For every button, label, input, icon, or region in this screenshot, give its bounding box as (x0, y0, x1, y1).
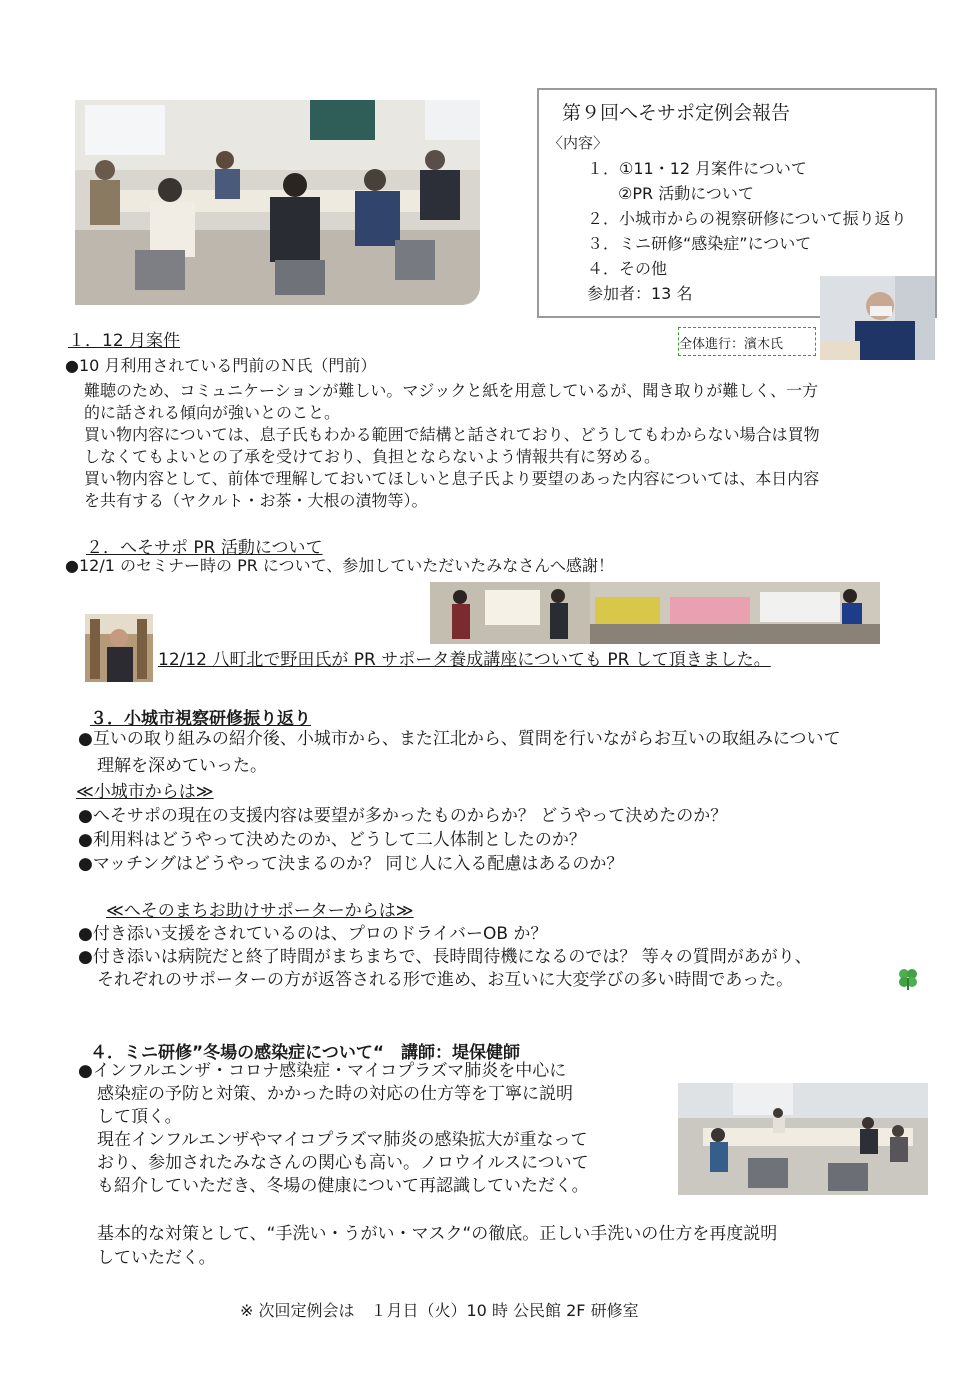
heso-question: ●付き添い支援をされているのは、プロのドライバーOB か？ (78, 924, 548, 944)
attendee-count: 参加者：13 名 (587, 284, 693, 303)
noda-photo (85, 614, 153, 682)
section-4-line: おり、参加されたみなさんの関心も高い。ノロウイルスについて (97, 1153, 589, 1173)
agenda-item-1b: ②PR 活動について (618, 184, 754, 203)
section-1-line: 難聴のため、コミュニケーションが難しい。マジックと紙を用意しているが、聞き取りが難しく、一方 (84, 381, 819, 400)
section-1-line: を共有する（ヤクルト・お茶・大根の漬物等）。 (84, 491, 428, 510)
clover-icon (896, 966, 920, 990)
section-2-heading: ２．へそサポ PR 活動について (86, 538, 323, 558)
section-1-line: 買い物内容として、前体で理解しておいてほしいと息子氏より要望のあった内容については、本日内容 (84, 469, 820, 488)
section-4-line: も紹介していただき、冬場の健康について再認識していただく。 (97, 1176, 589, 1196)
section-1-line: しなくてもよいとの了承を受けており、負担とならないよう情報共有に努める。 (84, 447, 661, 466)
from-heso-label: ≪へそのまちお助けサポーターからは≫ (106, 901, 414, 921)
pr-seminar-caption: 12/12 八町北で野田氏が PR サポータ養成講座についても PR して頂きました。 (158, 650, 771, 670)
ogi-question: ●利用料はどうやって決めたのか、どうして二人体制としたのか？ (78, 830, 586, 850)
ogi-question: ●へそサポの現在の支援内容は要望が多かったものからか？ どうやって決めたのか？ (78, 806, 728, 826)
lecture-photo (678, 1083, 928, 1195)
heso-question: ●付き添いは病院だと終了時間がまちまちで、長時間待機になるのでは？ 等々の質問があがり、 (78, 947, 812, 967)
section-1-bullet: ●10 月利用されている門前のＮ氏（門前） (65, 356, 377, 375)
section-3-heading: ３．小城市視察研修振り返り (90, 709, 311, 729)
agenda-item-2: ２．小城市からの視察研修について振り返り (587, 209, 907, 228)
moderator-photo (820, 276, 935, 360)
next-meeting-note: ※ 次回定例会は １月日（火）10 時 公民館 2F 研修室 (240, 1301, 639, 1320)
agenda-item-3: ３．ミニ研修“感染症”について (587, 234, 812, 253)
section-4-line: 感染症の予防と対策、かかった時の対応の仕方等を丁寧に説明 (97, 1084, 573, 1104)
agenda-item-1: １．①11・12 月案件について (587, 159, 807, 178)
moderator-label: 全体進行：濱木氏 (678, 327, 816, 356)
agenda-item-4: ４．その他 (587, 259, 668, 278)
section-1-line: 的に話される傾向が強いとのこと。 (84, 403, 341, 422)
ogi-question: ●マッチングはどうやって決まるのか？ 同じ人に入る配慮はあるのか？ (78, 854, 624, 874)
section-2-bullet: ●12/1 のセミナー時の PR について、参加していただいたみなさんへ感謝！ (65, 556, 614, 575)
section-4-line: ●インフルエンザ・コロナ感染症・マイコプラズマ肺炎を中心に (78, 1061, 567, 1081)
section-1-heading: １．12 月案件 (68, 331, 181, 351)
from-ogi-label: ≪小城市からは≫ (76, 782, 214, 802)
section-4-closing: していただく。 (97, 1248, 216, 1268)
section-3-intro: ●互いの取り組みの紹介後、小城市から、また江北から、質問を行いながらお互いの取組みについて (78, 729, 841, 749)
heso-question: それぞれのサポーターの方が返答される形で進め、お互いに大変学びの多い時間であった。 (97, 970, 794, 990)
seminar-photo (430, 582, 880, 644)
content-label: 〈内容〉 (548, 134, 609, 152)
section-4-line: 現在インフルエンザやマイコプラズマ肺炎の感染拡大が重なって (97, 1130, 588, 1150)
section-3-intro: 理解を深めていった。 (97, 756, 267, 776)
report-title: 第９回へそサポ定例会報告 (562, 102, 791, 124)
section-4-closing: 基本的な対策として、“手洗い・うがい・マスク“の徹底。正しい手洗いの仕方を再度説明 (97, 1224, 778, 1244)
section-1-line: 買い物内容については、息子氏もわかる範囲で結構と話されており、どうしてもわからない場合は買物 (84, 425, 820, 444)
section-4-line: して頂く。 (97, 1107, 182, 1127)
section-4-heading: ４．ミニ研修”冬場の感染症について“ 講師：堤保健師 (90, 1043, 521, 1063)
meeting-photo (75, 100, 480, 305)
